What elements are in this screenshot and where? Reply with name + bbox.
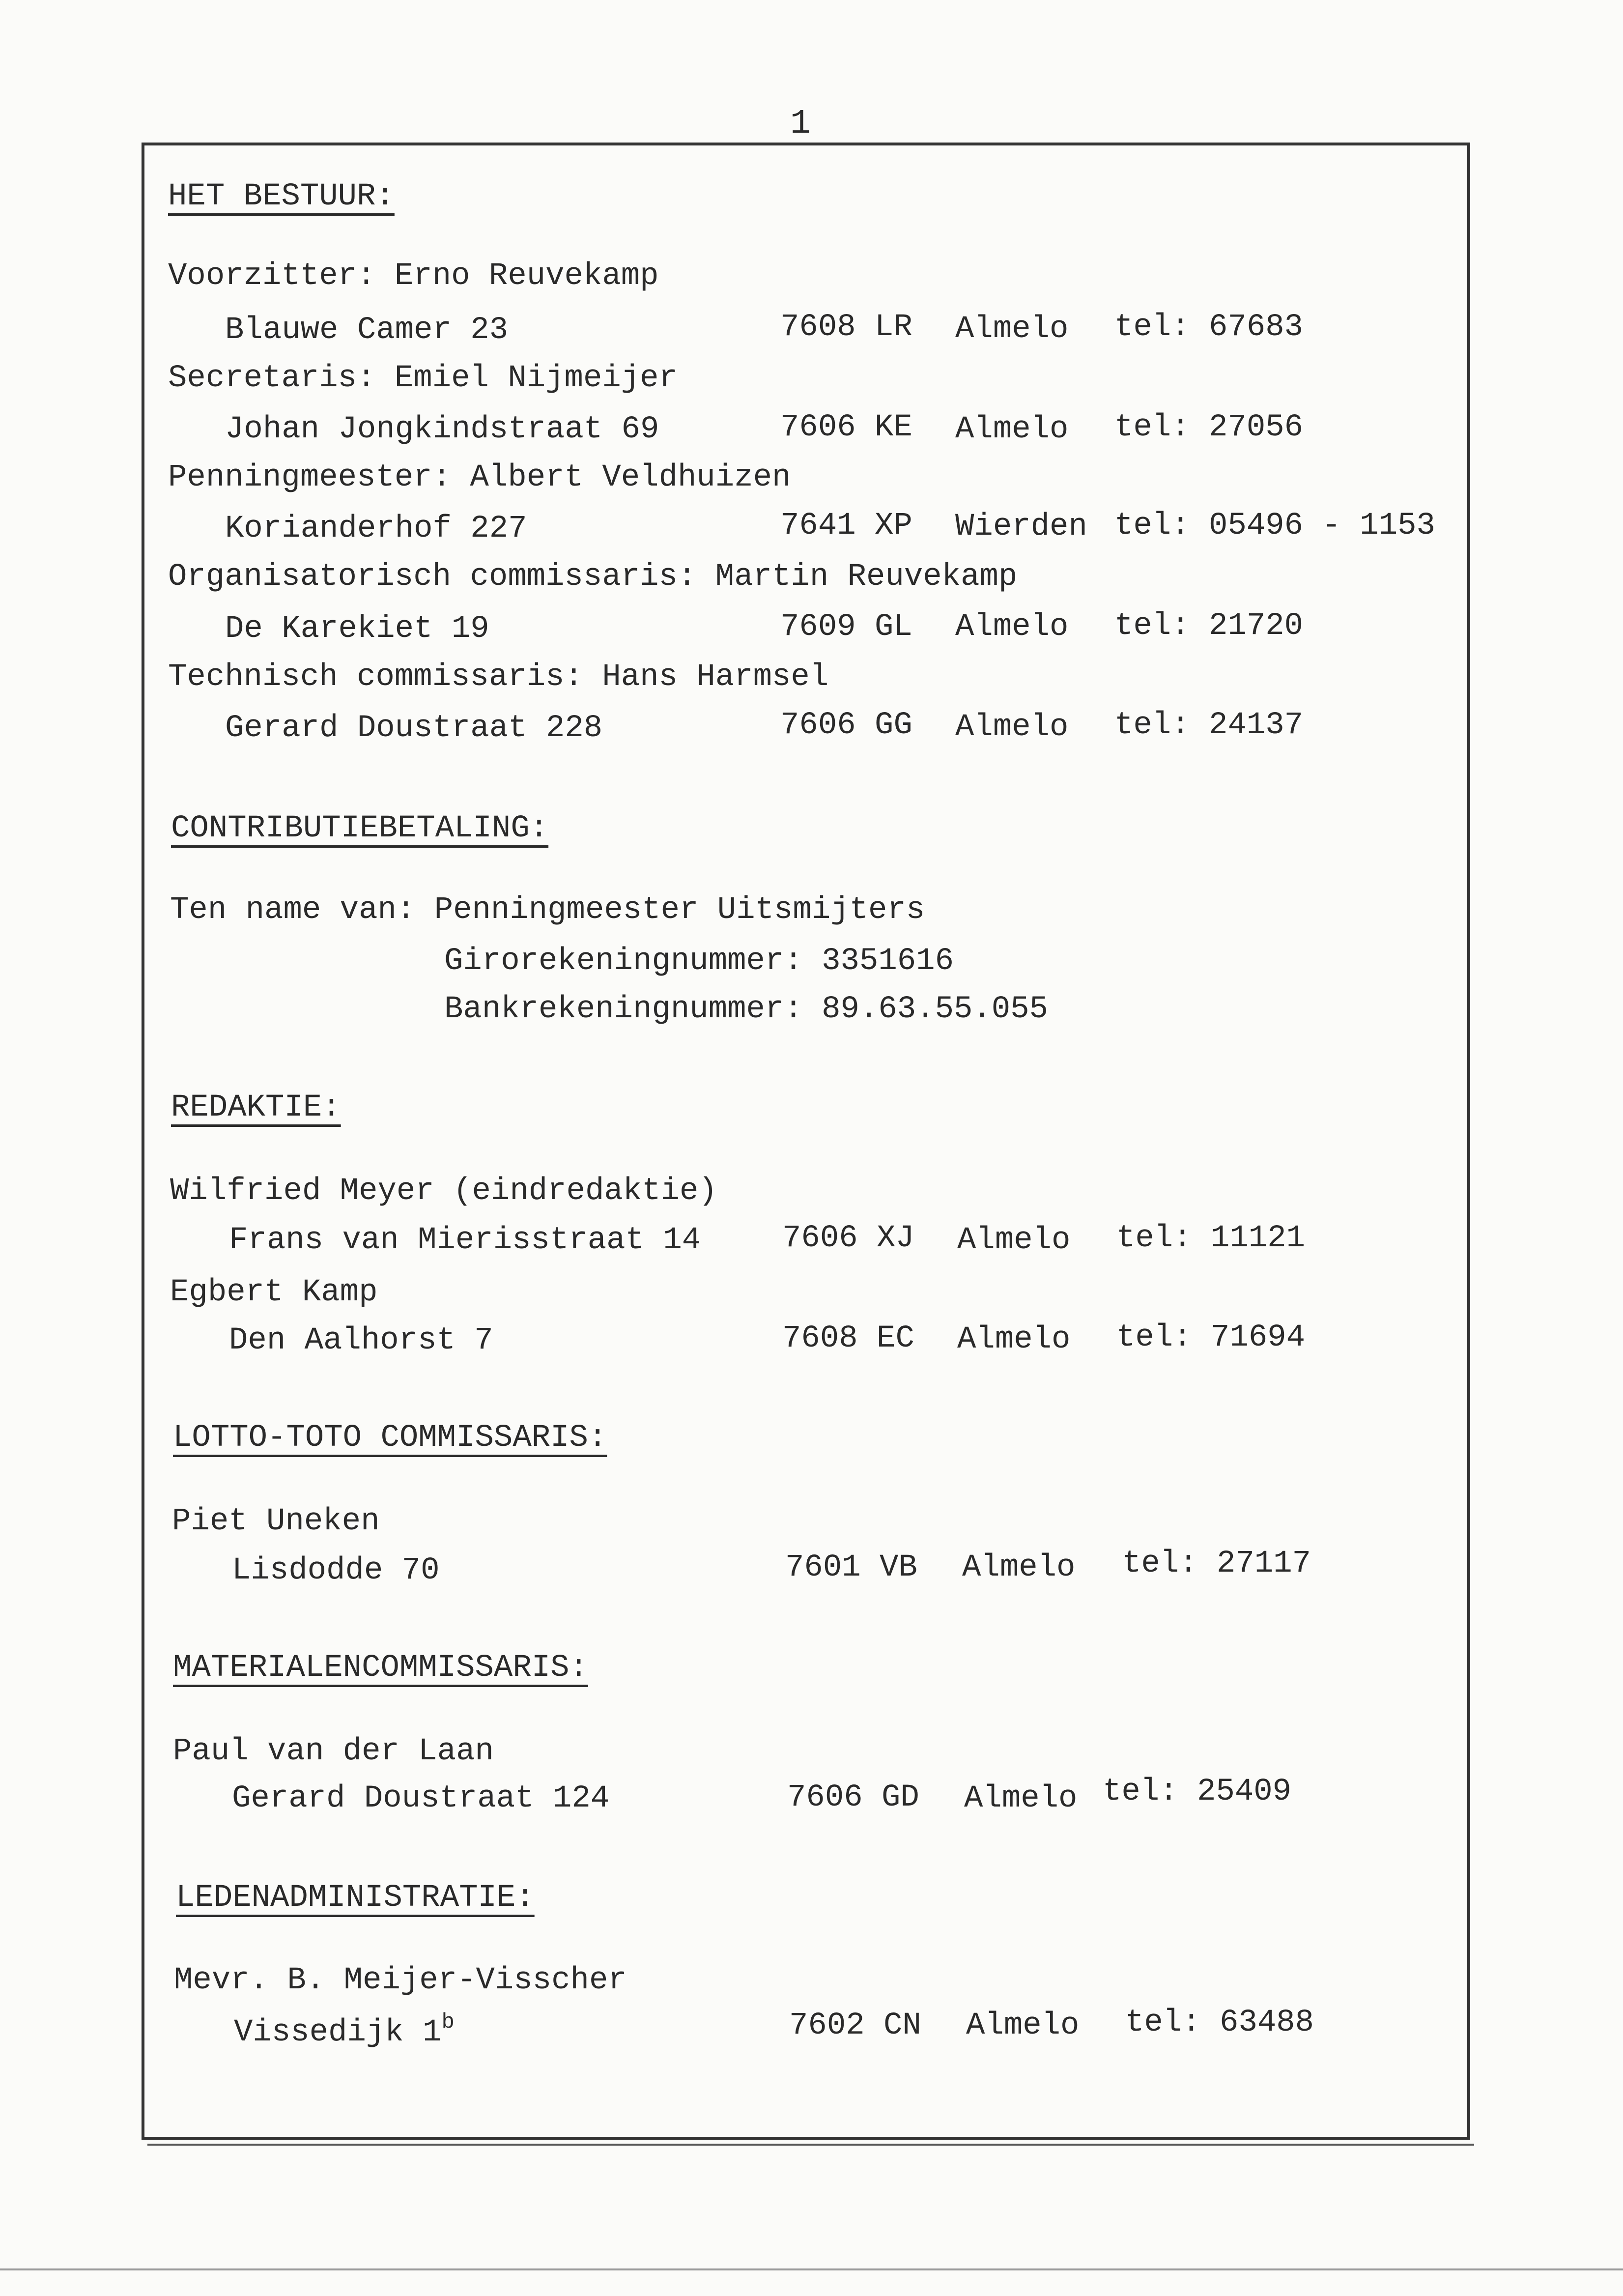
leden-name: Mevr. B. Meijer-Visscher <box>174 1963 627 1998</box>
materiaal-city: Almelo <box>964 1781 1078 1816</box>
contributie-bank: Bankrekeningnummer: 89.63.55.055 <box>444 992 1048 1027</box>
bestuur-street-penningmeester: Korianderhof 227 <box>225 511 527 546</box>
redaktie-street-meyer: Frans van Mierisstraat 14 <box>229 1223 701 1258</box>
page-bottom-edge <box>0 2268 1623 2270</box>
bestuur-tel-penningmeester: tel: 05496 - 1153 <box>1114 508 1435 544</box>
lotto-heading: LOTTO-TOTO COMMISSARIS: <box>173 1420 607 1456</box>
redaktie-name-meyer: Wilfried Meyer (eindredaktie) <box>170 1174 717 1209</box>
materiaal-name: Paul van der Laan <box>173 1734 494 1769</box>
redaktie-tel-meyer: tel: 11121 <box>1116 1221 1306 1256</box>
lotto-name: Piet Uneken <box>172 1504 380 1539</box>
lotto-postcode: 7601 VB <box>785 1550 917 1585</box>
leden-city: Almelo <box>966 2008 1080 2043</box>
materiaal-postcode: 7606 GD <box>787 1780 919 1815</box>
leden-street-text: Vissedijk 1 <box>234 2015 442 2050</box>
materiaal-tel: tel: 25409 <box>1103 1774 1292 1809</box>
bestuur-street-secretaris: Johan Jongkindstraat 69 <box>225 412 659 447</box>
bestuur-role-voorzitter: Voorzitter: Erno Reuvekamp <box>168 258 659 294</box>
bestuur-city-technisch: Almelo <box>955 710 1069 745</box>
redaktie-name-kamp: Egbert Kamp <box>170 1275 378 1310</box>
materiaal-street: Gerard Doustraat 124 <box>232 1781 610 1816</box>
redaktie-city-meyer: Almelo <box>957 1223 1071 1258</box>
bestuur-city-voorzitter: Almelo <box>955 312 1069 347</box>
bestuur-postcode-secretaris: 7606 KE <box>780 410 912 445</box>
bestuur-street-voorzitter: Blauwe Camer 23 <box>225 313 509 348</box>
lotto-city: Almelo <box>962 1550 1076 1585</box>
materiaal-heading: MATERIALENCOMMISSARIS: <box>173 1650 588 1686</box>
bestuur-heading: HET BESTUUR: <box>168 179 395 214</box>
frame-bottom-shadow <box>147 2144 1474 2146</box>
bestuur-street-organisatorisch: De Karekiet 19 <box>225 611 489 647</box>
redaktie-postcode-kamp: 7608 EC <box>782 1321 914 1356</box>
bestuur-tel-organisatorisch: tel: 21720 <box>1114 608 1304 644</box>
redaktie-tel-kamp: tel: 71694 <box>1116 1320 1306 1355</box>
bestuur-tel-voorzitter: tel: 67683 <box>1114 310 1304 345</box>
bestuur-city-penningmeester: Wierden <box>955 509 1087 545</box>
redaktie-city-kamp: Almelo <box>957 1322 1071 1357</box>
contributie-heading: CONTRIBUTIEBETALING: <box>171 811 549 846</box>
bestuur-role-secretaris: Secretaris: Emiel Nijmeijer <box>168 361 678 396</box>
bestuur-postcode-organisatorisch: 7609 GL <box>780 609 912 645</box>
leden-tel: tel: 63488 <box>1125 2005 1314 2040</box>
redaktie-postcode-meyer: 7606 XJ <box>782 1221 914 1256</box>
bestuur-street-technisch: Gerard Doustraat 228 <box>225 711 603 746</box>
bestuur-tel-technisch: tel: 24137 <box>1114 708 1304 743</box>
contributie-giro: Girorekeningnummer: 3351616 <box>444 944 954 979</box>
lotto-tel: tel: 27117 <box>1122 1546 1311 1581</box>
bestuur-city-secretaris: Almelo <box>955 412 1069 447</box>
bestuur-postcode-penningmeester: 7641 XP <box>780 508 912 544</box>
leden-postcode: 7602 CN <box>789 2008 921 2043</box>
bestuur-role-organisatorisch: Organisatorisch commissaris: Martin Reuvekamp <box>168 559 1018 595</box>
leden-street <box>234 2010 455 2050</box>
lotto-street: Lisdodde 70 <box>232 1553 440 1588</box>
contributie-ten-name-van: Ten name van: Penningmeester Uitsmijters <box>170 892 925 928</box>
bestuur-role-technisch: Technisch commissaris: Hans Harmsel <box>168 660 829 695</box>
redaktie-heading: REDAKTIE: <box>171 1090 341 1125</box>
bestuur-postcode-technisch: 7606 GG <box>780 708 912 743</box>
redaktie-street-kamp: Den Aalhorst 7 <box>229 1323 493 1358</box>
bestuur-tel-secretaris: tel: 27056 <box>1114 410 1304 445</box>
leden-heading: LEDENADMINISTRATIE: <box>176 1880 535 1916</box>
bestuur-role-penningmeester: Penningmeester: Albert Veldhuizen <box>168 460 791 495</box>
bestuur-postcode-voorzitter: 7608 LR <box>780 310 912 345</box>
leden-street-sup: b <box>441 2010 455 2035</box>
bestuur-city-organisatorisch: Almelo <box>955 609 1069 645</box>
page-number: 1 <box>790 105 811 144</box>
